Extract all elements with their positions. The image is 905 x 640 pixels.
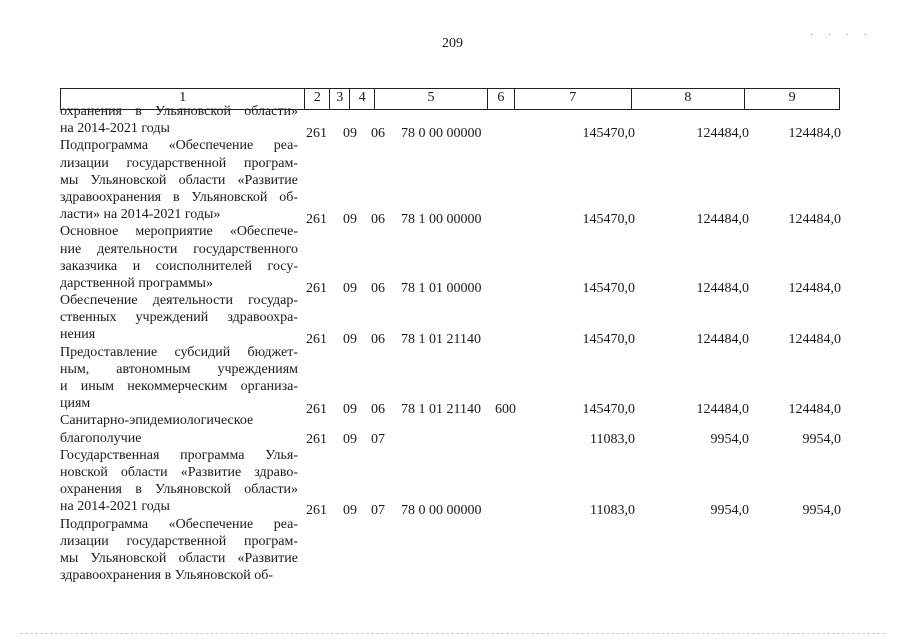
target-article: 78 0 00 00000 [401, 503, 482, 518]
section-code: 09 [343, 432, 357, 447]
amount-year-2: 124484,0 [696, 332, 749, 347]
admin-code: 261 [306, 503, 327, 518]
description-line: ласти» на 2014-2021 годы» [60, 207, 221, 223]
header-col-7: 7 [515, 89, 632, 109]
subsection-code: 07 [371, 432, 385, 447]
amount-year-1: 145470,0 [582, 332, 635, 347]
description-line: Подпрограмма «Обеспечение реа- [60, 516, 298, 532]
scan-artifact-bottom [20, 632, 885, 634]
description-line: дарственной программы» [60, 275, 213, 291]
description-line: ние деятельности государственного [60, 241, 298, 257]
amount-year-3: 124484,0 [788, 212, 841, 227]
description-line: ным, автономным учреждениям [60, 361, 298, 377]
description-line: Основное мероприятие «Обеспече- [60, 224, 298, 240]
description-line: здравоохранения в Ульяновской об- [60, 568, 273, 584]
description-line: и иным некоммерческим организа- [60, 379, 298, 394]
subsection-code: 06 [371, 126, 385, 141]
header-col-6: 6 [488, 89, 515, 109]
description-line: мы Ульяновской области «Развитие [60, 172, 298, 188]
table-row [0, 402, 905, 420]
amount-year-2: 124484,0 [696, 402, 749, 417]
description-line: новской области «Развитие здраво- [60, 464, 298, 480]
subsection-code: 07 [371, 503, 385, 518]
description-line: на 2014-2021 годы [60, 121, 170, 137]
description-line: нения [60, 327, 96, 343]
amount-year-1: 145470,0 [582, 281, 635, 296]
amount-year-3: 124484,0 [788, 281, 841, 296]
admin-code: 261 [306, 332, 327, 347]
amount-year-3: 9954,0 [802, 503, 841, 518]
table-row [0, 332, 905, 350]
amount-year-1: 11083,0 [590, 432, 635, 447]
header-col-3: 3 [330, 89, 350, 109]
section-code: 09 [343, 503, 357, 518]
amount-year-3: 124484,0 [788, 332, 841, 347]
description-line: заказчика и соисполнителей госу- [60, 258, 298, 274]
admin-code: 261 [306, 212, 327, 227]
section-code: 09 [343, 402, 357, 417]
admin-code: 261 [306, 402, 327, 417]
subsection-code: 06 [371, 212, 385, 227]
header-col-1: 1 [61, 89, 305, 109]
subsection-code: 06 [371, 281, 385, 296]
description-line: Санитарно-эпидемиологическое [60, 413, 254, 429]
description-line: лизации государственной програм- [60, 155, 298, 171]
target-article: 78 0 00 00000 [401, 126, 482, 141]
description-line: охранения в Ульяновской области» [60, 482, 298, 498]
description-line: циям [60, 396, 91, 412]
amount-year-3: 124484,0 [788, 402, 841, 417]
section-code: 09 [343, 281, 357, 296]
header-col-4: 4 [350, 89, 375, 109]
expense-type: 600 [495, 402, 516, 417]
amount-year-1: 145470,0 [582, 402, 635, 417]
section-code: 09 [343, 212, 357, 227]
amount-year-1: 11083,0 [590, 503, 635, 518]
description-line: охранения в Ульяновской области» [60, 104, 298, 119]
description-line: ственных учреждений здравоохра- [60, 310, 298, 326]
section-code: 09 [343, 126, 357, 141]
target-article: 78 1 01 21140 [401, 402, 481, 417]
scan-artifact: · · · · [810, 30, 873, 41]
description-line: здравоохранения в Ульяновской об- [60, 189, 298, 205]
description-line: лизации государственной програм- [60, 533, 298, 549]
amount-year-3: 9954,0 [802, 432, 841, 447]
description-line: на 2014-2021 годы [60, 499, 170, 515]
amount-year-2: 9954,0 [710, 432, 749, 447]
subsection-code: 06 [371, 332, 385, 347]
subsection-code: 06 [371, 402, 385, 417]
page-number: 209 [442, 36, 463, 51]
description-line: Государственная программа Улья- [60, 447, 298, 463]
table-row [0, 503, 905, 521]
description-line: Обеспечение деятельности государ- [60, 293, 298, 309]
description-line: мы Ульяновской области «Развитие [60, 550, 298, 566]
header-col-8: 8 [632, 89, 746, 109]
table-row [0, 432, 905, 450]
table-row [0, 212, 905, 230]
description-line: Предоставление субсидий бюджет- [60, 344, 298, 360]
amount-year-2: 124484,0 [696, 212, 749, 227]
amount-year-2: 124484,0 [696, 281, 749, 296]
amount-year-2: 9954,0 [710, 503, 749, 518]
amount-year-1: 145470,0 [582, 126, 635, 141]
table-row [0, 126, 905, 144]
header-col-9: 9 [788, 90, 796, 105]
target-article: 78 1 01 21140 [401, 332, 481, 347]
target-article: 78 1 00 00000 [401, 212, 482, 227]
admin-code: 261 [306, 126, 327, 141]
admin-code: 261 [306, 432, 327, 447]
header-col-2: 2 [305, 89, 330, 109]
amount-year-1: 145470,0 [582, 212, 635, 227]
target-article: 78 1 01 00000 [401, 281, 482, 296]
admin-code: 261 [306, 281, 327, 296]
section-code: 09 [343, 332, 357, 347]
description-line: благополучие [60, 430, 142, 446]
table-row [0, 281, 905, 299]
amount-year-2: 124484,0 [696, 126, 749, 141]
header-col-5: 5 [375, 89, 488, 109]
amount-year-3: 124484,0 [788, 126, 841, 141]
description-line: Подпрограмма «Обеспечение реа- [60, 138, 298, 154]
